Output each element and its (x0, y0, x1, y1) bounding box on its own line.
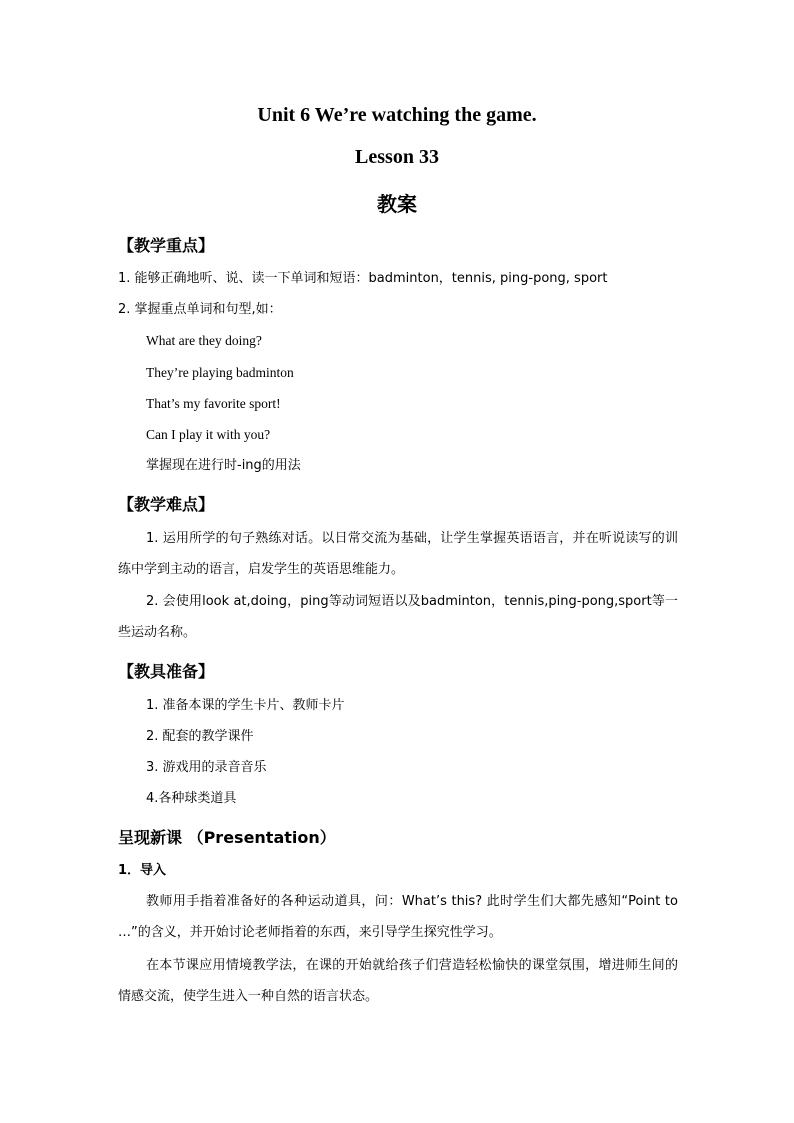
focus-item-1: 1. 能够正确地听、说、读一下单词和短语：badminton，tennis, ping-pong, sport (118, 271, 608, 286)
sentence-1: What are they doing? (146, 333, 262, 348)
presentation-paragraph-1: 教师用手指着准备好的各种运动道具，问：What’s this? 此时学生们大都先感知“Point to …”的含义，并开始讨论老师指着的东西，来引导学生探究性学习。 (118, 894, 678, 940)
focus-item-2: 2. 掌握重点单词和句型,如： (118, 302, 282, 317)
tools-item-1: 1. 准备本课的学生卡片、教师卡片 (146, 698, 345, 713)
presentation-subheading: 1．导入 (118, 863, 167, 878)
doc-type-title: 教案 (377, 192, 417, 216)
presentation-heading: 呈现新课 （Presentation） (118, 828, 336, 847)
tools-item-2: 2. 配套的教学课件 (146, 729, 254, 744)
sentence-2: They’re playing badminton (146, 365, 294, 380)
focus-heading: 【教学重点】 (118, 236, 215, 255)
difficulty-paragraph-1: 1. 运用所学的句子熟练对话。以日常交流为基础，让学生掌握英语语言，并在听说读写的训练中学到主动的语言，启发学生的英语思维能力。 (118, 531, 678, 577)
difficulty-heading: 【教学难点】 (118, 495, 215, 514)
difficulty-paragraph-2: 2. 会使用look at,doing，ping等动词短语以及badminton，tennis,ping-pong,sport等一些运动名称。 (118, 594, 678, 640)
grammar-point: 掌握现在进行时-ing的用法 (146, 458, 301, 473)
sentence-3: That’s my favorite sport! (146, 396, 281, 411)
lesson-title: Lesson 33 (355, 146, 439, 168)
sentence-4: Can I play it with you? (146, 427, 271, 442)
presentation-paragraph-2: 在本节课应用情境教学法，在课的开始就给孩子们营造轻松愉快的课堂氛围，增进师生间的情感交流，使学生进入一种自然的语言状态。 (118, 958, 678, 1004)
tools-item-3: 3. 游戏用的录音音乐 (146, 760, 267, 775)
unit-title: Unit 6 We’re watching the game. (257, 104, 537, 126)
tools-heading: 【教具准备】 (118, 662, 215, 681)
tools-item-4: 4.各种球类道具 (146, 791, 237, 806)
